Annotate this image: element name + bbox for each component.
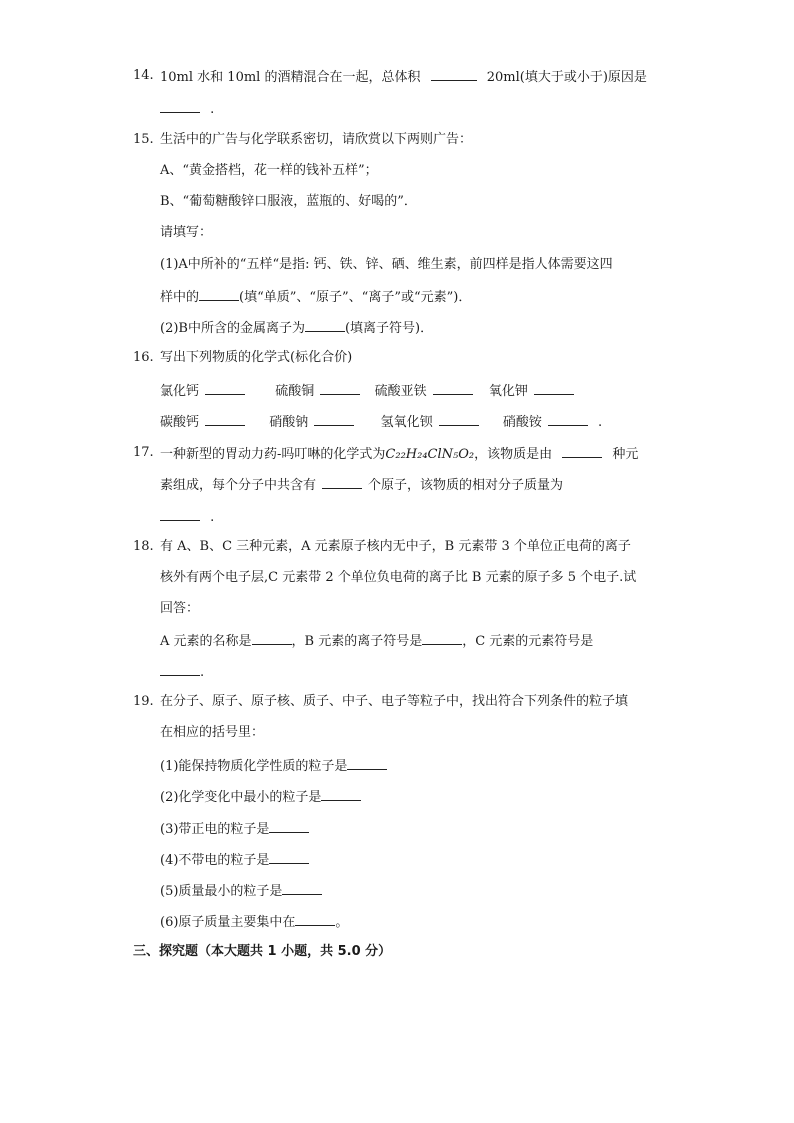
compound-label: 氧化钾 xyxy=(488,384,528,399)
compound-label: 硫酸铜 xyxy=(275,384,315,399)
sub-question-text: (3)带正电的粒子是 xyxy=(160,822,270,837)
answer-blank[interactable] xyxy=(433,380,473,395)
answer-blank[interactable] xyxy=(548,411,588,426)
answer-blank[interactable] xyxy=(439,411,479,426)
question-number: 19. xyxy=(133,694,154,709)
question-number: 16. xyxy=(133,350,154,365)
question-text: 生活中的广告与化学联系密切，请欣赏以下两则广告： xyxy=(160,132,473,147)
answer-blank[interactable] xyxy=(160,98,200,113)
answer-blank[interactable] xyxy=(321,786,361,801)
question-text: 一种新型的胃动力药-吗叮啉的化学式为 xyxy=(160,447,386,462)
sub-question-text: (4)不带电的粒子是 xyxy=(160,853,270,868)
question-text: (填“单质”、“原子”、“离子”或“元素”)． xyxy=(239,290,472,305)
question-text: ，C 元素的元素符号是 xyxy=(462,634,594,649)
sub-question xyxy=(160,880,322,900)
chemical-formula: C₂₂H₂₄ClN₅O₂ xyxy=(385,447,475,462)
question-text: (1)A中所补的“五样“是指: 钙、铁、锌、硒、维生素，前四样是指人体需要这四 xyxy=(160,257,613,272)
compound-label: 氢氧化钡 xyxy=(380,415,433,430)
sub-question-text: (6)原子质量主要集中在 xyxy=(160,915,296,930)
question-text: B、“葡萄糖酸锌口服液，蓝瓶的、好喝的”． xyxy=(160,194,417,209)
compound-label: 硝酸钠 xyxy=(269,415,309,430)
question-text: (2)B中所含的金属离子为 xyxy=(160,321,305,336)
compound-label: 碳酸钙 xyxy=(160,415,200,430)
sub-question xyxy=(160,786,361,806)
answer-blank[interactable] xyxy=(199,286,239,301)
sub-question xyxy=(160,849,309,869)
sub-question xyxy=(160,755,387,775)
answer-blank[interactable] xyxy=(322,474,362,489)
compound-label: 氯化钙 xyxy=(160,384,200,399)
answer-blank[interactable] xyxy=(205,380,245,395)
question-text: 有 A、B、C 三种元素，A 元素原子核内无中子，B 元素带 3 个单位正电荷的离子 xyxy=(160,539,631,554)
question-text: 样中的 xyxy=(160,290,200,305)
compound-label: 硝酸铵 xyxy=(502,415,542,430)
question-text: 种元 xyxy=(612,447,639,462)
answer-blank[interactable] xyxy=(282,880,322,895)
answer-blank[interactable] xyxy=(160,506,200,521)
compound-row-2 xyxy=(160,411,602,431)
question-text: 写出下列物质的化学式(标化合价) xyxy=(160,350,353,365)
question-text: 在分子、原子、原子核、质子、中子、电子等粒子中，找出符合下列条件的粒子填 xyxy=(160,694,629,709)
sub-question xyxy=(160,911,348,931)
answer-blank[interactable] xyxy=(562,443,602,458)
sub-question xyxy=(160,818,309,838)
question-text: 回答： xyxy=(160,601,200,616)
sub-question-text: (5)质量最小的粒子是 xyxy=(160,884,283,899)
question-text: ，该物质是由 xyxy=(474,447,553,462)
question-text: 个原子，该物质的相对分子质量为 xyxy=(368,478,564,493)
question-number: 18. xyxy=(133,539,154,554)
question-text: 请填写： xyxy=(160,225,213,240)
question-text: (填离子符号)． xyxy=(344,321,434,336)
answer-blank[interactable] xyxy=(252,630,292,645)
question-number: 14. xyxy=(133,68,154,83)
answer-blank[interactable] xyxy=(160,661,200,676)
question-text: . xyxy=(210,102,215,117)
question-text: 20ml(填大于或小于)原因是 xyxy=(486,70,647,85)
question-text: A、“黄金搭档，花一样的钱补五样”； xyxy=(160,163,378,178)
answer-blank[interactable] xyxy=(534,380,574,395)
sub-question-text: (1)能保持物质化学性质的粒子是 xyxy=(160,759,348,774)
answer-blank[interactable] xyxy=(269,818,309,833)
question-text: . xyxy=(210,510,215,525)
answer-blank[interactable] xyxy=(269,849,309,864)
question-text: 10ml 水和 10ml 的酒精混合在一起，总体积 xyxy=(160,70,421,85)
sub-question-text: (2)化学变化中最小的粒子是 xyxy=(160,790,322,805)
section-heading: 三、探究题（本大题共 1 小题，共 5.0 分） xyxy=(133,944,392,959)
question-text: A 元素的名称是 xyxy=(160,634,252,649)
answer-blank[interactable] xyxy=(422,630,462,645)
compound-row-1 xyxy=(160,380,574,400)
answer-blank[interactable] xyxy=(314,411,354,426)
answer-blank[interactable] xyxy=(320,380,360,395)
question-number: 15. xyxy=(133,132,154,147)
answer-blank[interactable] xyxy=(431,66,477,81)
answer-blank[interactable] xyxy=(205,411,245,426)
sub-question-text: 。 xyxy=(335,915,349,930)
answer-blank[interactable] xyxy=(347,755,387,770)
answer-blank[interactable] xyxy=(295,911,335,926)
question-text: . xyxy=(598,415,603,430)
question-text: 核外有两个电子层,C 元素带 2 个单位负电荷的离子比 B 元素的原子多 5 个电子.试 xyxy=(160,570,637,585)
answer-blank[interactable] xyxy=(305,317,345,332)
question-text: ，B 元素的离子符号是 xyxy=(291,634,423,649)
question-text: 素组成，每个分子中共含有 xyxy=(160,478,317,493)
question-number: 17. xyxy=(133,445,154,460)
compound-label: 硫酸亚铁 xyxy=(374,384,427,399)
question-text: 在相应的括号里： xyxy=(160,725,265,740)
question-text: . xyxy=(200,665,205,680)
